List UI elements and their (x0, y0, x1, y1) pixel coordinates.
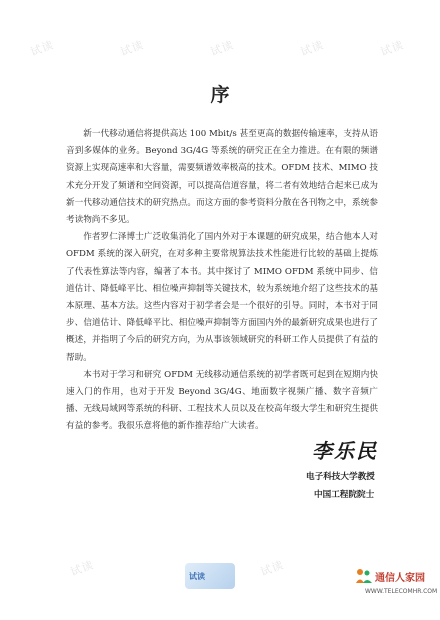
watermark: 试读 (378, 38, 406, 59)
watermark: 试读 (258, 558, 286, 579)
watermark: 试读 (208, 38, 236, 59)
watermark: 试读 (298, 38, 326, 59)
watermark: 试读 (118, 38, 146, 59)
paragraph: 作者罗仁泽博士广泛收集消化了国内外对于本课题的研究成果，结合他本人对 OFDM 系统的深入研究，在对多种主要常规算法技术性能进行比较的基础上提炼了代表性算法等内容，编著了本书。其中探讨了 MIMO OFDM 系统中同步、信道估计、降低峰平比、相位噪声抑制等关键技术，较为系统地介绍了这些技术的基本原理、基本方法。这些内容对于初学者会是一个很好的引导。同时，本书对于同步、信道估计、降低峰平比、相位噪声抑制等方面国内外的最新研究成果也进行了概述，并指明了今后的研究方向，为从事该领域研究的科研工作人员提供了有益的帮助。 (66, 232, 378, 363)
watermark: 试读 (68, 558, 96, 579)
author-title: 电子科技大学教授 (306, 472, 375, 482)
logo-url: WWW.TELECOMHR.COM (365, 588, 438, 595)
paragraph: 新一代移动通信将提供高达 100 Mbit/s 甚至更高的数据传输速率，支持从语音到多媒体的业务。Beyond 3G/4G 等系统的研究正在全力推进。在有限的频谱资源上实现高速率和大容量，需要频谱效率极高的技术。OFDM 技术、MIMO 技术充分开发了频谱和空间资源，可以提高信道容量，将二者有效地结合起来已成为新一代移动通信技术的研究热点。而这方面的参考资料分散在各刊物之中，系统参考读物尚不多见。 (66, 129, 378, 226)
people-icon (355, 568, 373, 584)
logo-text: 试读 (189, 572, 205, 581)
page-title: 序 (210, 84, 230, 106)
publisher-logo (185, 563, 235, 589)
watermark: 试读 (28, 38, 56, 59)
author-signature: 李乐民 (312, 439, 378, 463)
author-academy: 中国工程院院士 (314, 490, 375, 500)
logo-name: 通信人家园 (375, 573, 425, 584)
paragraph: 本书对于学习和研究 OFDM 无线移动通信系统的初学者既可起到在短期内快速入门的作用，也对于开发 Beyond 3G/4G、地面数字视频广播、数字音频广播、无线局域网等系统的科研、工程技术人员以及在校高年级大学生和研究生提供有益的参考。我很乐意将他的新作推荐给广大读者。 (66, 369, 378, 432)
preface-body (66, 126, 378, 436)
